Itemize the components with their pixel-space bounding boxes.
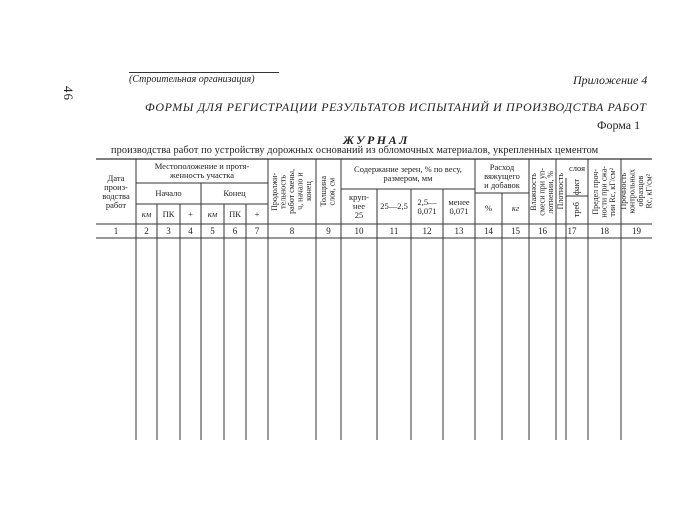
header-km-start: км [141, 208, 152, 219]
column-number: 18 [600, 226, 609, 236]
column-number: 10 [354, 226, 364, 236]
column-number: 12 [422, 226, 432, 236]
header-control-strength: Прочность контрольных образцов Rс, кГ/см² [619, 169, 654, 214]
header-plus-start: + [188, 208, 193, 219]
form-number: Форма 1 [597, 118, 641, 132]
header-moisture: Влажность смеси при уп- лотнении, % [528, 167, 555, 216]
header-plus-end: + [254, 208, 260, 219]
header-end: Конец [223, 188, 246, 198]
column-number: 16 [538, 226, 547, 236]
column-number: 3 [166, 226, 171, 236]
column-number: 14 [484, 226, 493, 236]
column-number: 4 [188, 226, 193, 236]
column-number: 15 [511, 226, 520, 236]
column-number: 8 [289, 226, 295, 236]
organization-label: (Строительная организация) [129, 72, 279, 85]
appendix-label: Приложение 4 [573, 73, 648, 87]
column-number: 9 [326, 226, 331, 236]
header-location: Местоположение и протя- женность участка [154, 161, 250, 180]
header-pk-start: ПК [162, 208, 175, 219]
column-number: 11 [389, 226, 399, 236]
header-compressive-strength: Предел проч- ности при сжа- тии Rс, кГ/см² [590, 165, 617, 218]
header-binder: Расход вяжущего и добавок [484, 161, 520, 190]
column-number: 6 [232, 226, 238, 236]
header-coarse: круп- нее 25 [349, 192, 369, 220]
journal-title: ЖУРНАЛ [343, 133, 410, 147]
column-number: 7 [254, 226, 260, 236]
column-number: 19 [632, 226, 641, 236]
header-grain-content: Содержание зерен, % по весу, размером, мм [354, 164, 462, 183]
header-actual: факт [571, 179, 581, 196]
header-start: Начало [155, 188, 182, 198]
column-number: 2 [144, 226, 149, 236]
column-number: 1 [113, 226, 119, 236]
column-number: 5 [210, 226, 215, 236]
header-pk-end: ПК [229, 208, 241, 219]
header-thickness: Толщина слоя, см [319, 176, 337, 207]
header-grain-2-5-0-071: 2,5— 0,071 [417, 196, 437, 216]
header-km-end: км [207, 208, 218, 219]
header-required: треб [571, 202, 581, 218]
forms-title: ФОРМЫ ДЛЯ РЕГИСТРАЦИИ РЕЗУЛЬТАТОВ ИСПЫТАНИЙ И ПРОИЗВОДСТВА РАБОТ [145, 100, 647, 114]
page-number: 46 [61, 86, 76, 101]
header-duration: Продолжи- тельность работ смены, ч, начало и конец [269, 169, 313, 214]
journal-subtitle: производства работ по устройству дорожных оснований из обломочных материалов, укрепленных цементом [111, 145, 599, 156]
header-date: Дата произ- водства работ [102, 172, 130, 210]
header-binder-percent: % [484, 203, 493, 213]
header-binder-kg: кг [511, 203, 520, 213]
header-less-0-071: менее 0,071 [448, 196, 470, 216]
column-number: 17 [567, 226, 577, 236]
header-density: Плотность [556, 173, 566, 210]
column-number: 13 [454, 226, 464, 236]
header-layer: слоя [568, 163, 585, 173]
header-grain-25-2-5: 25—2,5 [380, 201, 408, 211]
